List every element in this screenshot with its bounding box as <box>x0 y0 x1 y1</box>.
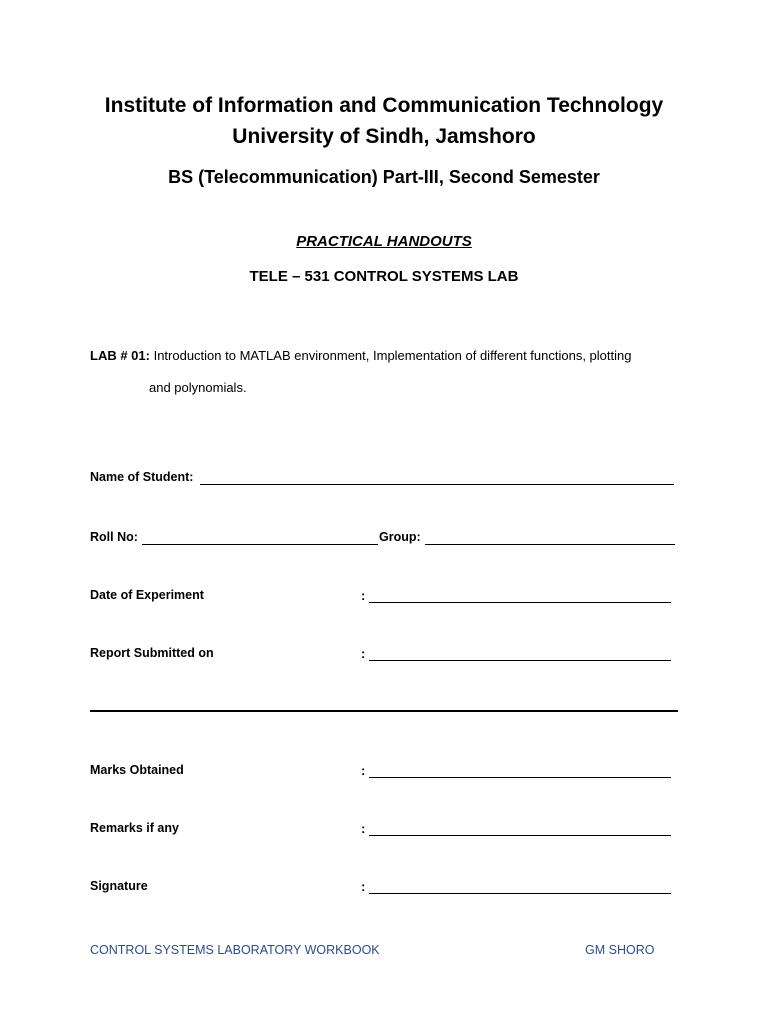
roll-field[interactable] <box>142 544 378 545</box>
roll-label: Roll No: <box>90 530 138 544</box>
marks-field[interactable] <box>369 777 671 778</box>
footer-author: GM SHORO <box>585 943 655 957</box>
signature-field[interactable] <box>369 893 671 894</box>
remarks-field[interactable] <box>369 835 671 836</box>
section-divider <box>90 710 678 712</box>
report-label: Report Submitted on <box>90 646 214 660</box>
lab-title-line2: and polynomials. <box>149 380 247 395</box>
date-colon: : <box>361 588 366 603</box>
course-title: TELE – 531 CONTROL SYSTEMS LAB <box>249 268 519 285</box>
signature-colon: : <box>361 879 366 894</box>
handouts-heading: PRACTICAL HANDOUTS <box>296 233 472 250</box>
lab-number: LAB # 01: <box>90 348 150 363</box>
lab-title-line1 <box>90 348 631 363</box>
lab-title-text: Introduction to MATLAB environment, Implementation of different functions, plotting <box>149 348 632 363</box>
program-title: BS (Telecommunication) Part-III, Second Semester <box>168 167 600 187</box>
marks-label: Marks Obtained <box>90 763 184 777</box>
footer-workbook: CONTROL SYSTEMS LABORATORY WORKBOOK <box>90 943 380 957</box>
group-field[interactable] <box>425 544 675 545</box>
report-colon: : <box>361 646 366 661</box>
date-field[interactable] <box>369 602 671 603</box>
signature-label: Signature <box>90 879 148 893</box>
marks-colon: : <box>361 763 366 778</box>
group-label: Group: <box>379 530 421 544</box>
name-label: Name of Student: <box>90 470 194 484</box>
report-field[interactable] <box>369 660 671 661</box>
name-field[interactable] <box>200 484 674 485</box>
institute-title: Institute of Information and Communication Technology <box>104 94 664 117</box>
date-label: Date of Experiment <box>90 588 204 602</box>
remarks-label: Remarks if any <box>90 821 179 835</box>
remarks-colon: : <box>361 821 366 836</box>
university-title: University of Sindh, Jamshoro <box>232 125 536 148</box>
